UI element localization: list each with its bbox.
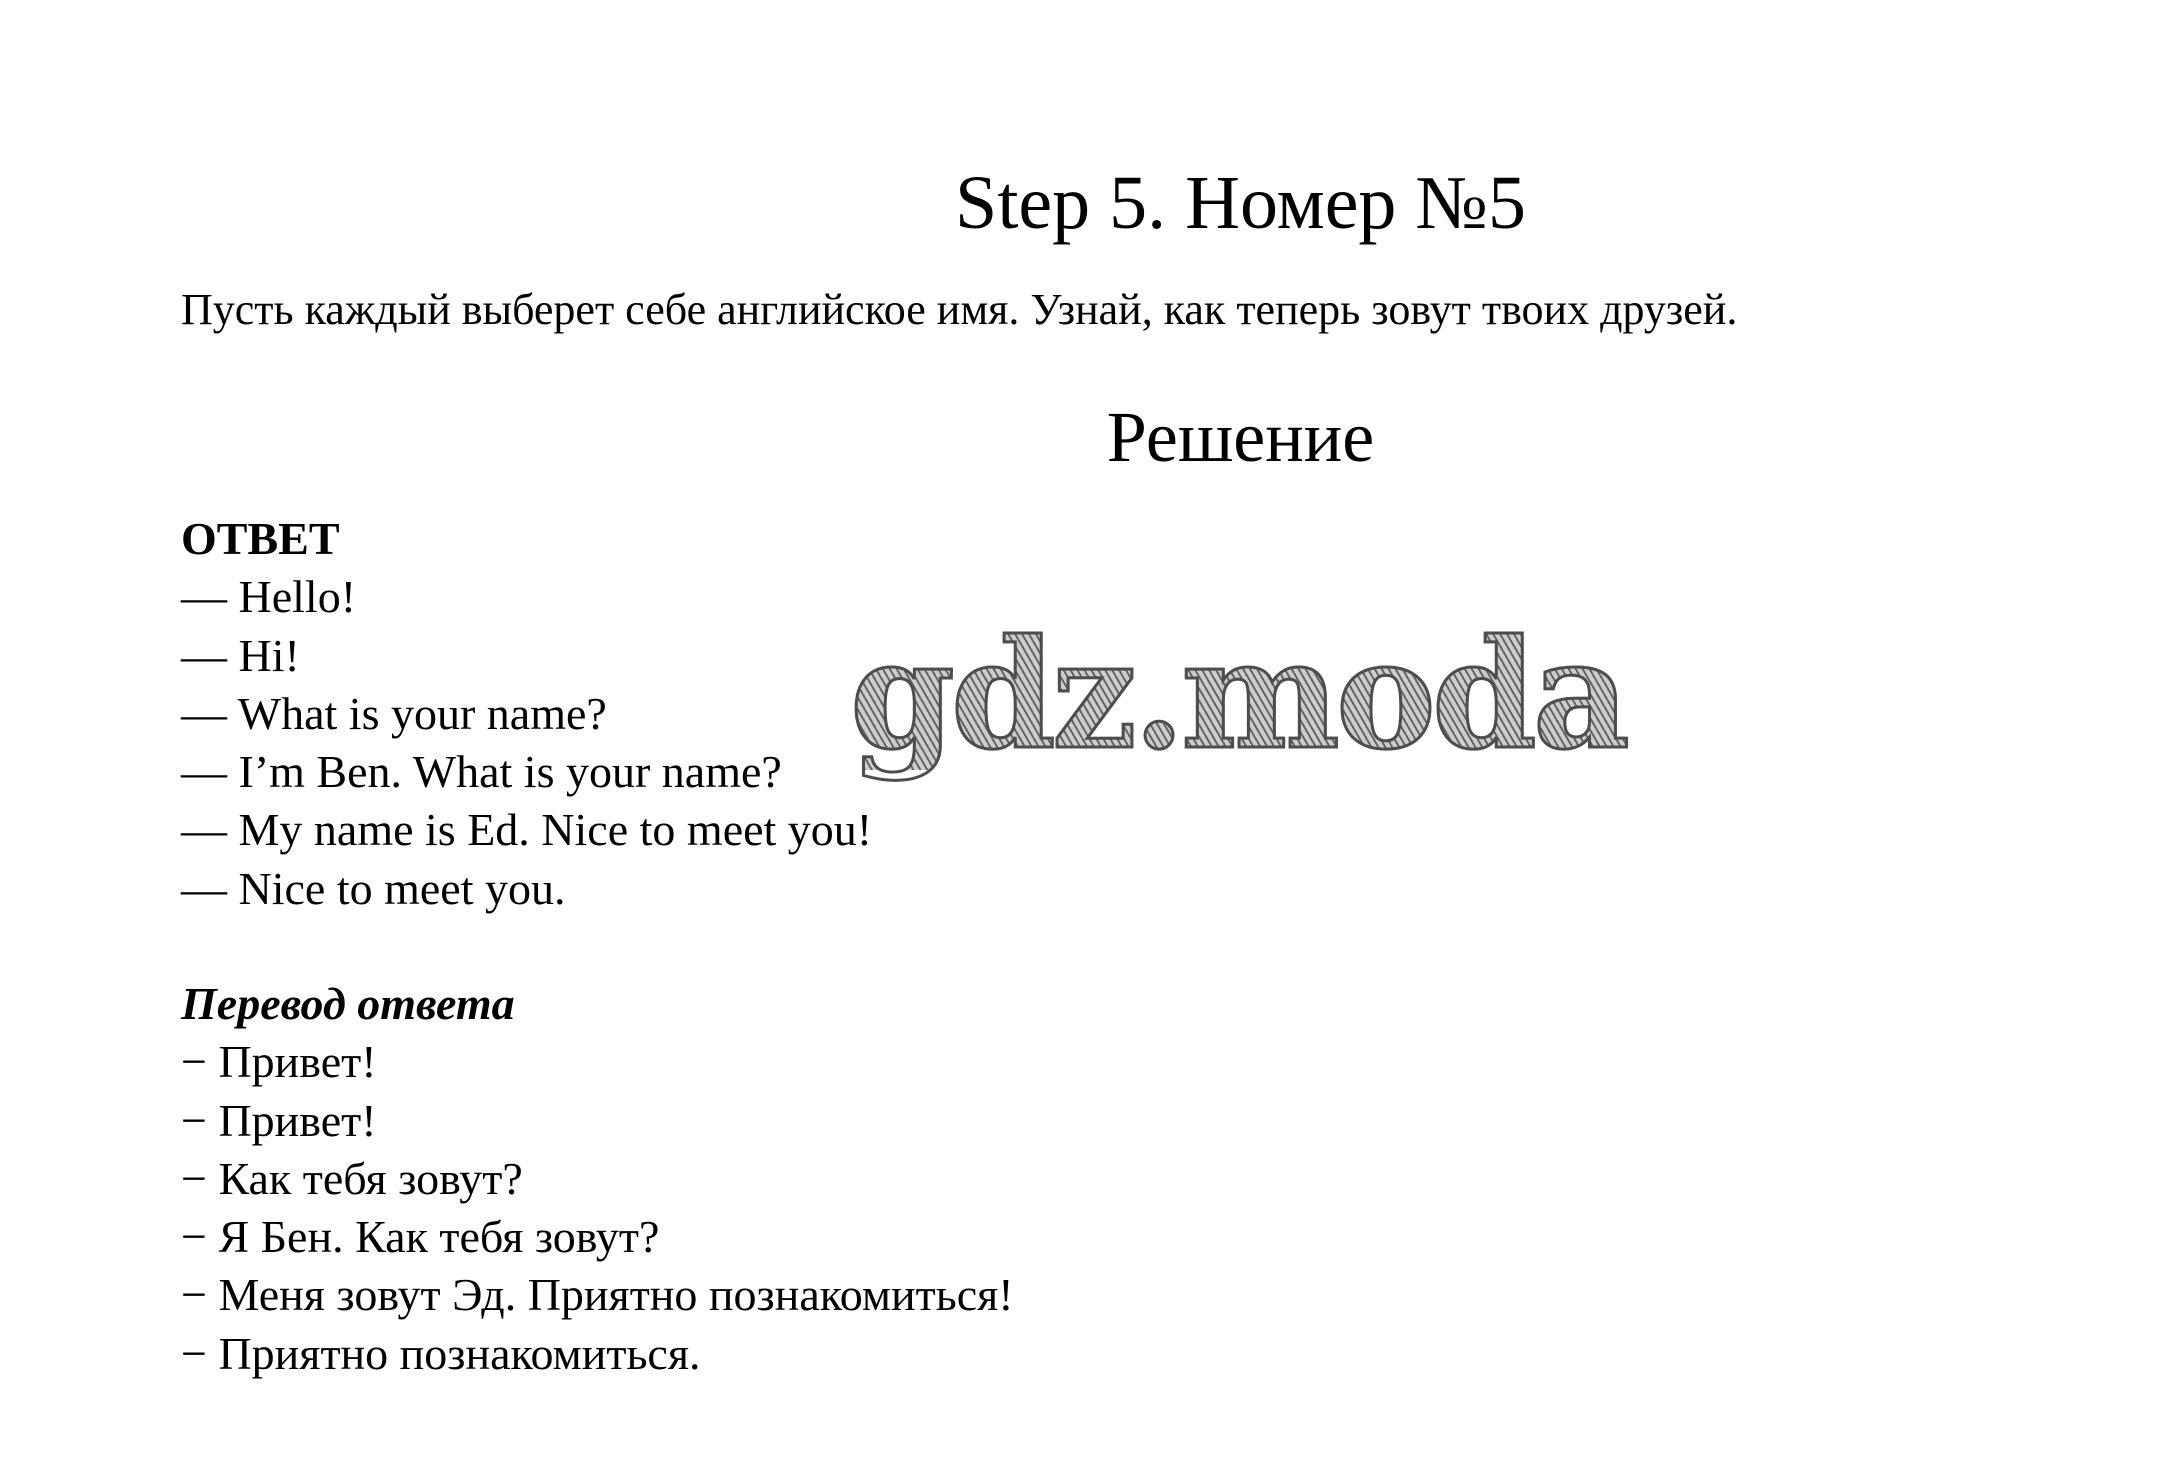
translation-section <box>181 975 1014 1383</box>
answer-line: — I’m Ben. What is your name? <box>181 746 782 798</box>
page-title: Step 5. Номер №5 <box>955 161 1526 245</box>
solution-heading: Решение <box>1106 397 1375 477</box>
translation-line: − Я Бен. Как тебя зовут? <box>181 1211 660 1263</box>
task-text: Пусть каждый выберет себе английское имя. Узнай, как теперь зовут твоих друзей. <box>181 285 1738 334</box>
answer-section <box>181 510 872 918</box>
answer-heading: ОТВЕТ <box>181 513 340 564</box>
answer-line: — Hello! <box>181 571 357 623</box>
translation-line: − Меня зовут Эд. Приятно познакомиться! <box>181 1269 1014 1321</box>
translation-line: − Привет! <box>181 1036 377 1088</box>
answer-line: — My name is Ed. Nice to meet you! <box>181 804 873 856</box>
answer-line: — What is your name? <box>181 687 607 739</box>
answer-line: — Hi! <box>181 629 300 681</box>
translation-line: − Привет! <box>181 1094 377 1146</box>
watermark-logo: gdz.moda <box>850 607 1627 783</box>
translation-line: − Как тебя зовут? <box>181 1152 523 1204</box>
translation-line: − Приятно познакомиться. <box>181 1327 701 1379</box>
answer-line: — Nice to meet you. <box>181 862 566 914</box>
translation-heading: Перевод ответа <box>181 978 515 1029</box>
